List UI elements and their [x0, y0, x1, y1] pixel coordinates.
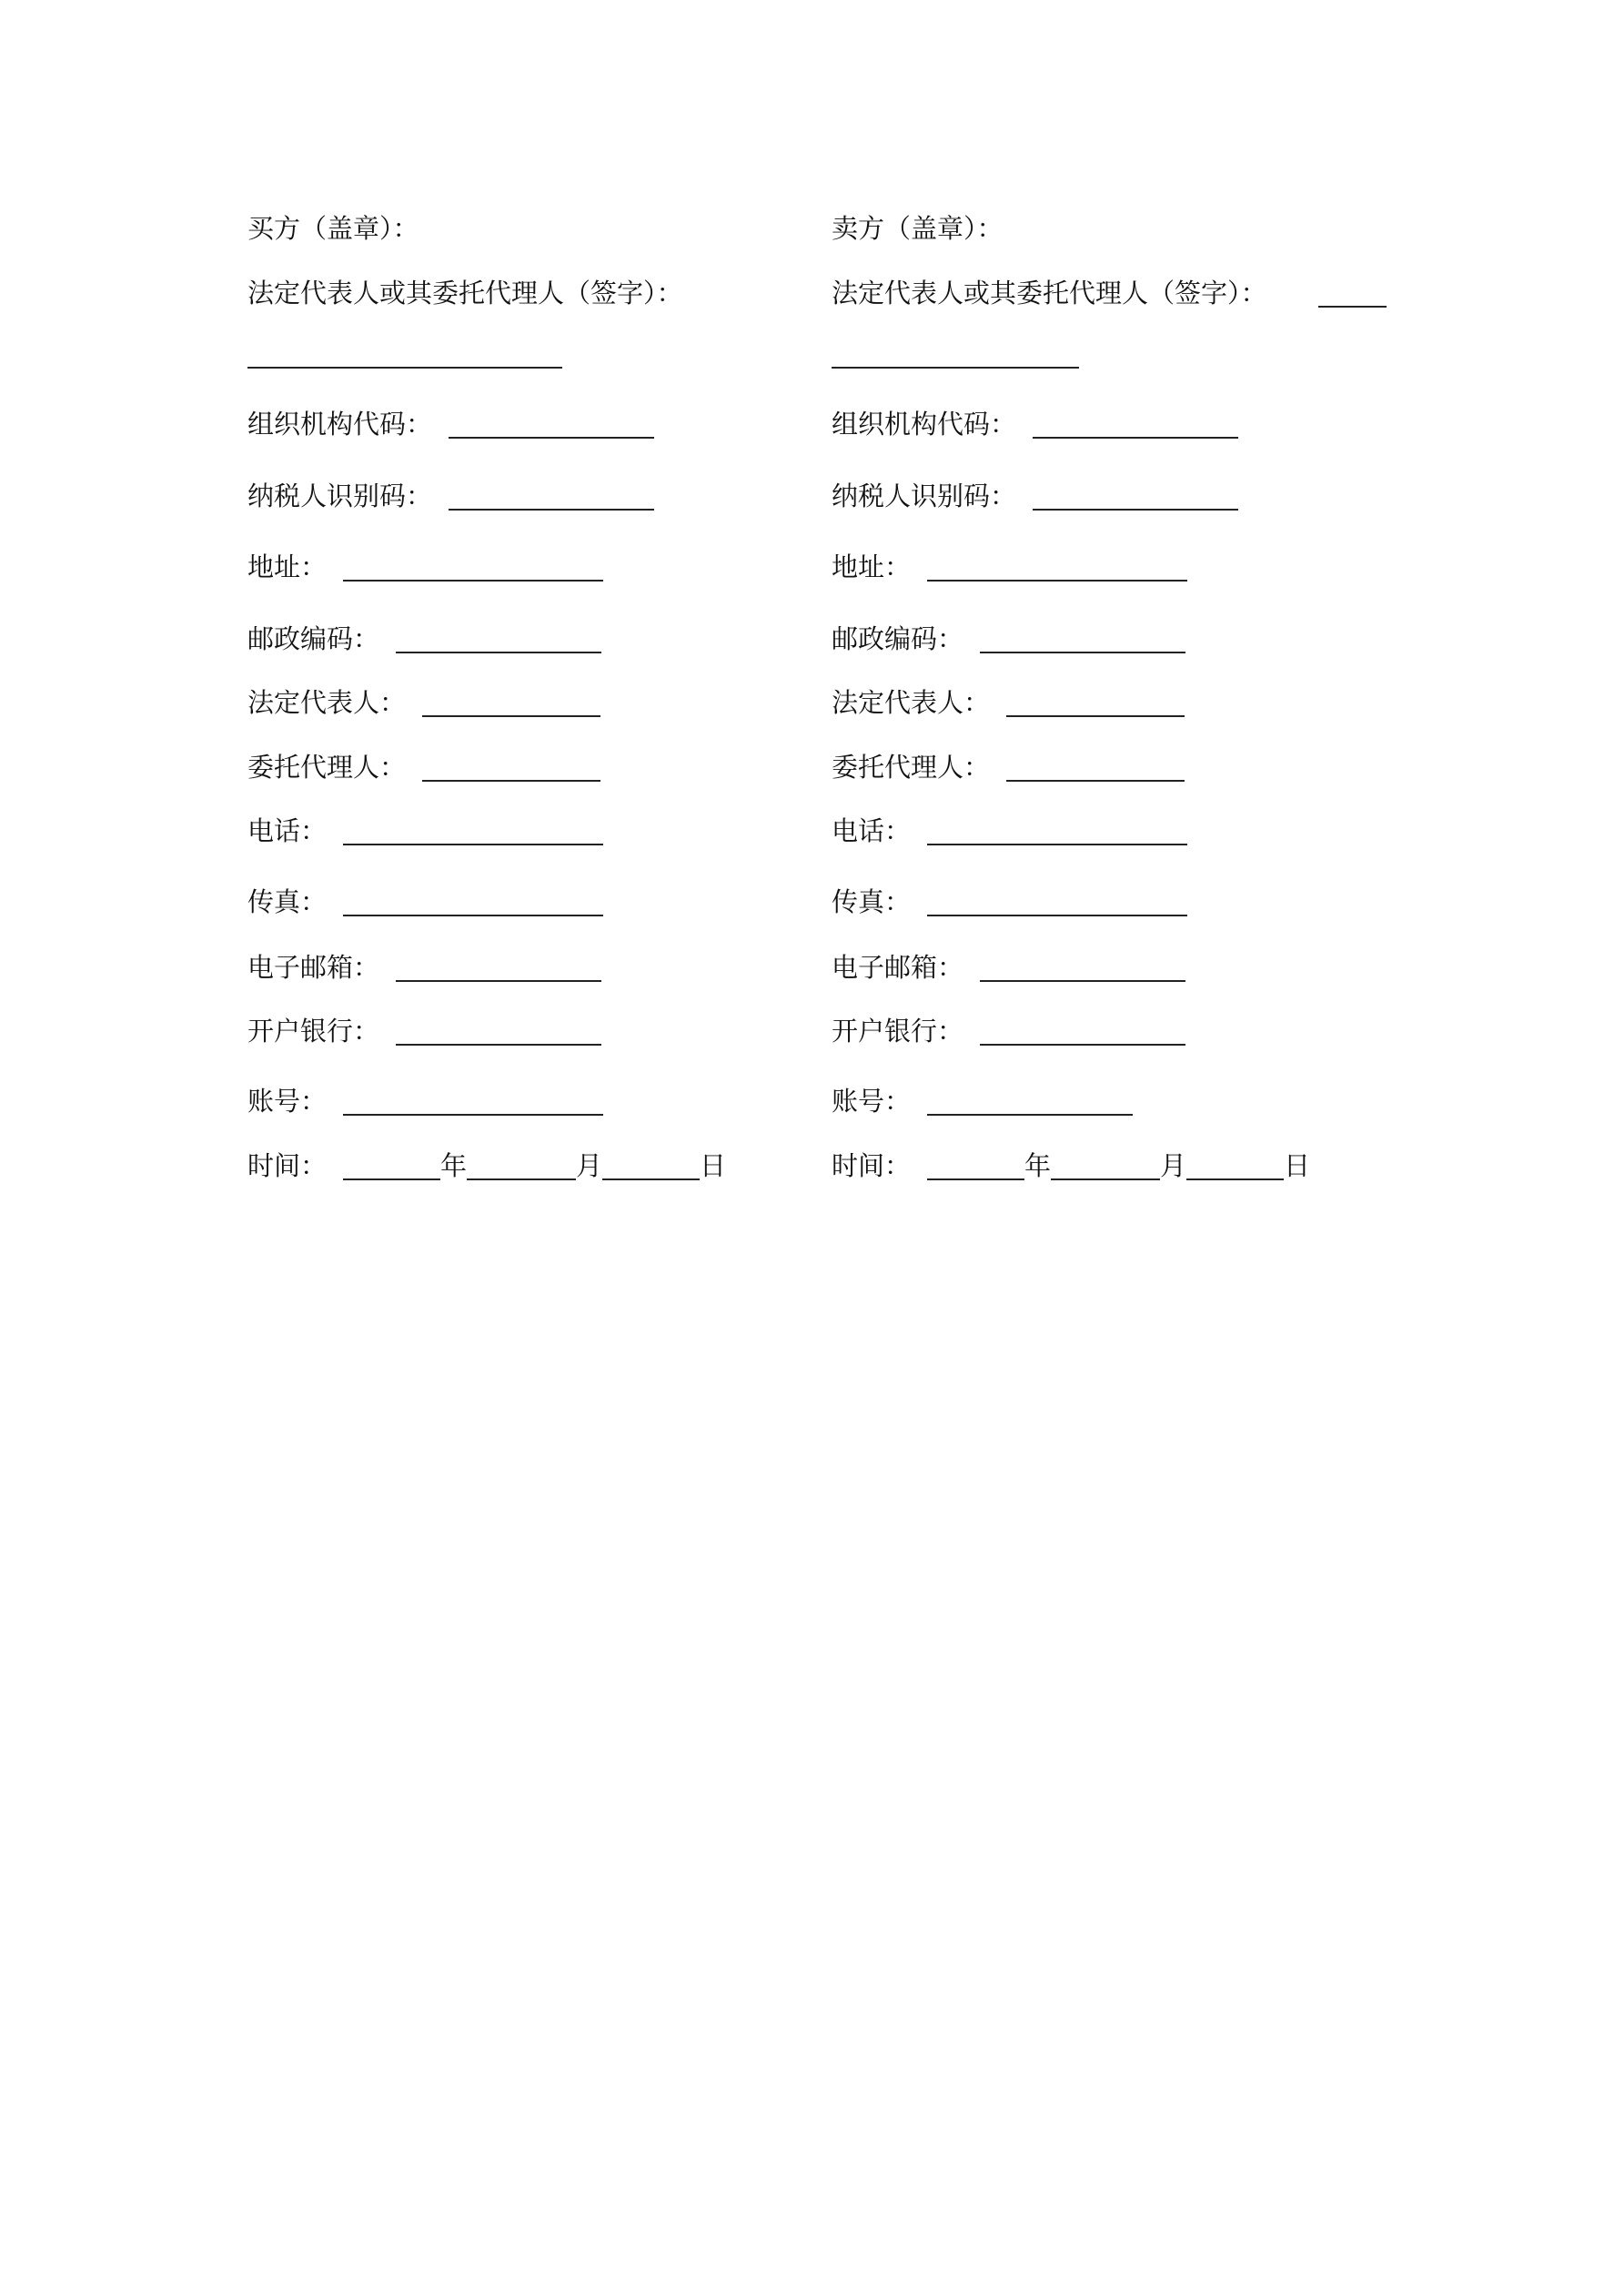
- seller-phone-blank[interactable]: [927, 813, 1187, 845]
- seller-date-label: 时间：: [832, 1150, 912, 1181]
- buyer-taxpayer-id-row: [247, 478, 654, 514]
- buyer-org-code-label: 组织机构代码：: [247, 409, 433, 440]
- seller-legal-rep-blank[interactable]: [1006, 684, 1185, 717]
- buyer-date-year-blank[interactable]: [343, 1148, 440, 1180]
- seller-legal-rep-label: 法定代表人：: [832, 687, 991, 718]
- seller-address-row: [832, 549, 1187, 585]
- buyer-legal-rep-row: [247, 684, 600, 721]
- buyer-taxpayer-id-blank[interactable]: [449, 478, 654, 511]
- seller-date-month-unit: 月: [1160, 1150, 1187, 1181]
- buyer-address-label: 地址：: [247, 551, 328, 582]
- seller-agent-label: 委托代理人：: [832, 752, 991, 783]
- buyer-phone-row: [247, 813, 603, 849]
- buyer-agent-row: [247, 749, 600, 785]
- buyer-rep-row: [247, 275, 683, 311]
- seller-fax-label: 传真：: [832, 886, 912, 917]
- seller-legal-rep-row: [832, 684, 1185, 721]
- seller-taxpayer-id-label: 纳税人识别码：: [832, 480, 1017, 511]
- seller-fax-blank[interactable]: [927, 884, 1187, 916]
- seller-agent-row: [832, 749, 1185, 785]
- buyer-legal-rep-label: 法定代表人：: [247, 687, 407, 718]
- buyer-postal-code-label: 邮政编码：: [247, 623, 380, 654]
- buyer-email-row: [247, 949, 601, 986]
- buyer-date-label: 时间：: [247, 1150, 328, 1181]
- seller-date-month-blank[interactable]: [1051, 1148, 1160, 1180]
- buyer-date-day-unit: 日: [700, 1150, 727, 1181]
- buyer-legal-rep-blank[interactable]: [422, 684, 600, 717]
- seller-account-row: [832, 1083, 1133, 1119]
- seller-seal-label: 卖方（盖章）：: [832, 213, 1004, 244]
- seller-rep-row: [832, 275, 1396, 311]
- seller-bank-row: [832, 1013, 1185, 1049]
- buyer-address-row: [247, 549, 603, 585]
- seller-email-blank[interactable]: [980, 949, 1185, 982]
- buyer-email-blank[interactable]: [396, 949, 601, 982]
- seller-date-year-unit: 年: [1024, 1150, 1052, 1181]
- buyer-fax-label: 传真：: [247, 886, 328, 917]
- buyer-date-day-blank[interactable]: [602, 1148, 700, 1180]
- seller-address-label: 地址：: [832, 551, 912, 582]
- buyer-bank-row: [247, 1013, 601, 1049]
- seller-bank-label: 开户银行：: [832, 1016, 964, 1047]
- seller-address-blank[interactable]: [927, 549, 1187, 582]
- buyer-account-label: 账号：: [247, 1086, 328, 1117]
- buyer-date-year-unit: 年: [440, 1150, 468, 1181]
- buyer-phone-blank[interactable]: [343, 813, 603, 845]
- buyer-column: [247, 0, 830, 1274]
- buyer-email-label: 电子邮箱：: [247, 952, 380, 983]
- buyer-phone-label: 电话：: [247, 815, 328, 846]
- buyer-org-code-blank[interactable]: [449, 406, 654, 439]
- buyer-seal-row: [247, 210, 419, 247]
- seller-email-row: [832, 949, 1185, 986]
- seller-org-code-row: [832, 406, 1238, 442]
- seller-org-code-label: 组织机构代码：: [832, 409, 1017, 440]
- seller-account-blank[interactable]: [927, 1083, 1133, 1116]
- buyer-address-blank[interactable]: [343, 549, 603, 582]
- seller-postal-code-row: [832, 621, 1185, 657]
- buyer-org-code-row: [247, 406, 654, 442]
- seller-email-label: 电子邮箱：: [832, 952, 964, 983]
- buyer-account-row: [247, 1083, 603, 1119]
- seller-phone-label: 电话：: [832, 815, 912, 846]
- buyer-seal-label: 买方（盖章）：: [247, 213, 419, 244]
- buyer-date-month-unit: 月: [576, 1150, 603, 1181]
- seller-account-label: 账号：: [832, 1086, 912, 1117]
- seller-fax-row: [832, 884, 1187, 920]
- buyer-postal-code-row: [247, 621, 601, 657]
- buyer-fax-row: [247, 884, 603, 920]
- seller-postal-code-label: 邮政编码：: [832, 623, 964, 654]
- seller-agent-blank[interactable]: [1006, 749, 1185, 782]
- buyer-taxpayer-id-label: 纳税人识别码：: [247, 480, 433, 511]
- seller-seal-row: [832, 210, 1004, 247]
- buyer-agent-blank[interactable]: [422, 749, 600, 782]
- buyer-date-month-blank[interactable]: [467, 1148, 576, 1180]
- seller-taxpayer-id-blank[interactable]: [1033, 478, 1238, 511]
- buyer-date-row: [247, 1148, 726, 1184]
- buyer-bank-blank[interactable]: [396, 1013, 601, 1046]
- seller-phone-row: [832, 813, 1187, 849]
- seller-column: [832, 0, 1414, 1274]
- buyer-account-blank[interactable]: [343, 1083, 603, 1116]
- seller-bank-blank[interactable]: [980, 1013, 1185, 1046]
- seller-date-day-unit: 日: [1284, 1150, 1311, 1181]
- buyer-bank-label: 开户银行：: [247, 1016, 380, 1047]
- buyer-agent-label: 委托代理人：: [247, 752, 407, 783]
- buyer-postal-code-blank[interactable]: [396, 621, 601, 653]
- buyer-rep-signature-line[interactable]: [247, 367, 562, 369]
- buyer-rep-label: 法定代表人或其委托代理人（签字）：: [247, 278, 683, 308]
- seller-postal-code-blank[interactable]: [980, 621, 1185, 653]
- seller-date-year-blank[interactable]: [927, 1148, 1024, 1180]
- seller-org-code-blank[interactable]: [1033, 406, 1238, 439]
- seller-taxpayer-id-row: [832, 478, 1238, 514]
- seller-date-day-blank[interactable]: [1186, 1148, 1284, 1180]
- buyer-fax-blank[interactable]: [343, 884, 603, 916]
- seller-rep-label: 法定代表人或其委托代理人（签字）：: [832, 278, 1267, 308]
- seller-rep-signature-line[interactable]: [832, 367, 1079, 369]
- seller-date-row: [832, 1148, 1310, 1184]
- seller-rep-signature-line-start[interactable]: [1318, 275, 1387, 308]
